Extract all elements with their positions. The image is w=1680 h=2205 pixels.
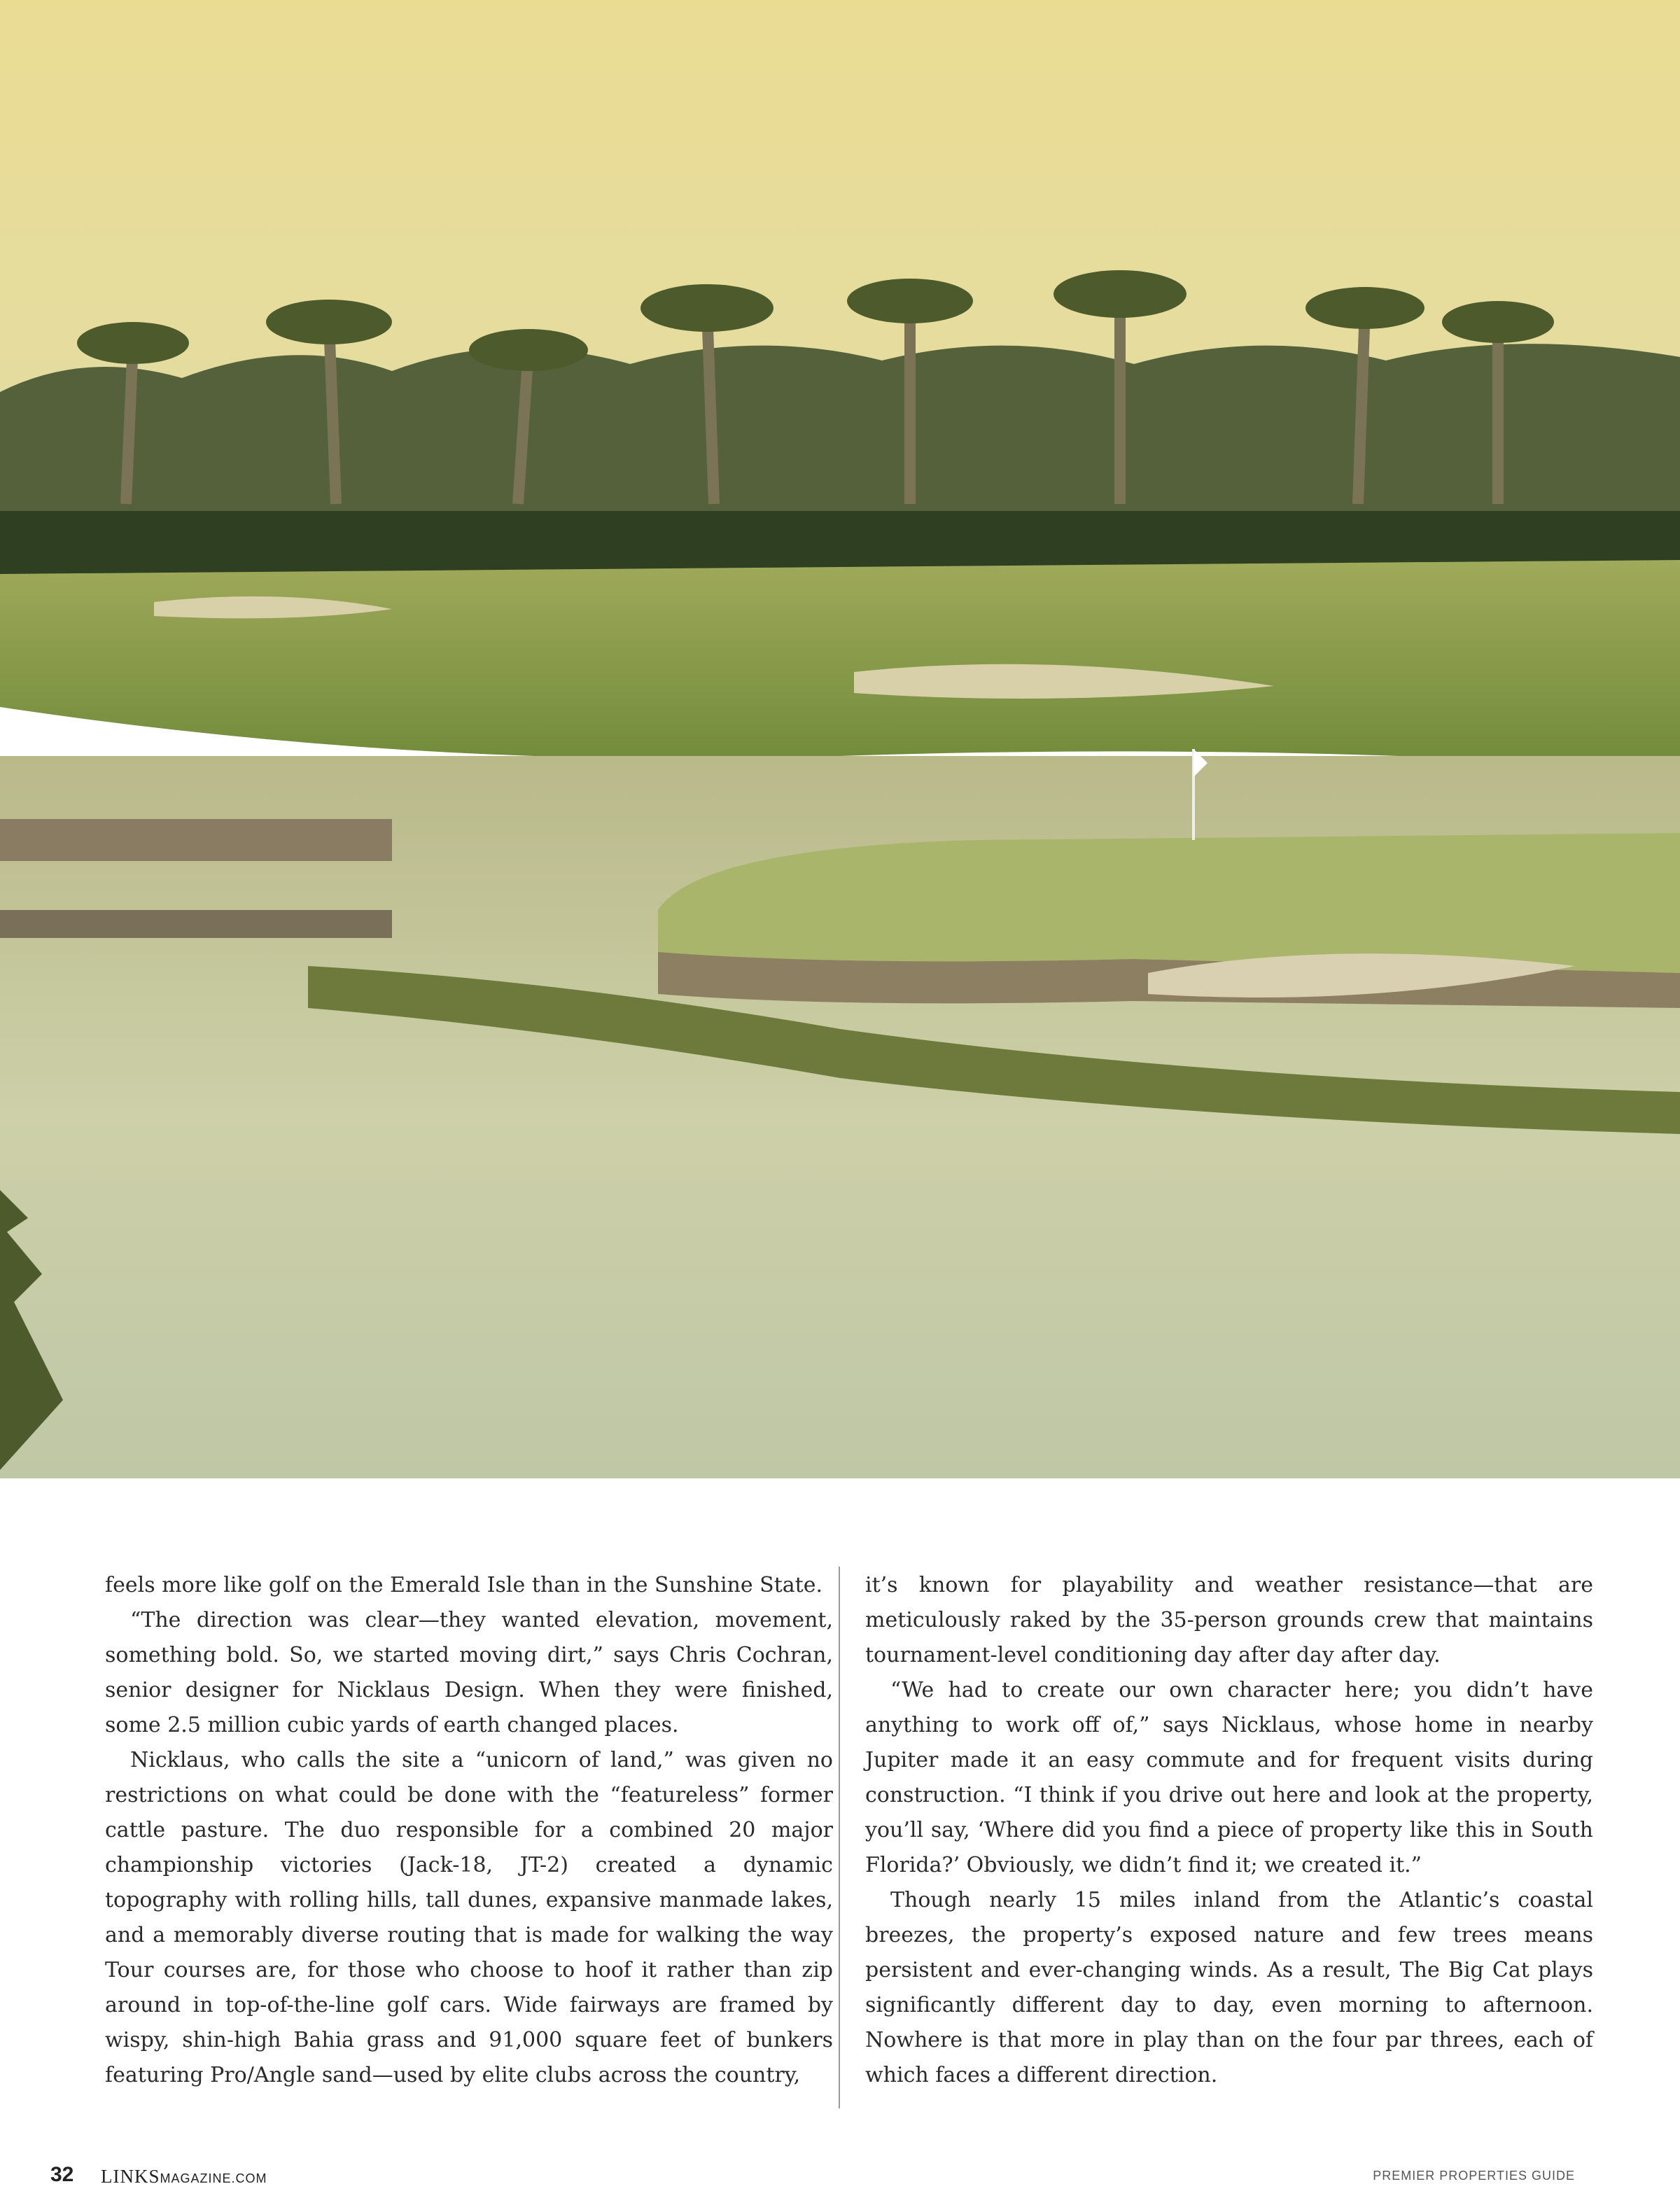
column-divider xyxy=(839,1567,840,2108)
paragraph: feels more like golf on the Emerald Isle than in the Sunshine State. xyxy=(105,1573,823,1597)
article-column-right xyxy=(865,1568,1593,2093)
paragraph: “The direction was clear—they wanted elevation, movement, something bold. So, we started moving dirt,” says Chris Cochran, senior designer for Nicklaus Design. When they were finished, some 2.5 million cubic yards of earth changed places. xyxy=(105,1608,833,1737)
article-column-left xyxy=(105,1568,833,2093)
publication-logo xyxy=(101,2166,267,2188)
paragraph: “We had to create our own character here; you didn’t have anything to work off of,” says Nicklaus, whose home in nearby Jupiter made it an easy commute and for frequent visits during construction. “I think if you drive out here and look at the property, you’ll say, ‘Where did you find a piece of property like this in South Florida?’ Obviously, we didn’t find it; we created it.” xyxy=(865,1678,1593,1877)
page-footer xyxy=(50,2163,1575,2191)
page-number: 32 xyxy=(50,2163,74,2186)
brand-name: LINKS xyxy=(101,2166,160,2187)
section-name: PREMIER PROPERTIES GUIDE xyxy=(1373,2169,1575,2183)
paragraph: it’s known for playability and weather resistance—that are meticulously raked by the 35-person grounds crew that maintains tournament-level conditioning day after day after day. xyxy=(865,1573,1593,1667)
paragraph: Nicklaus, who calls the site a “unicorn of land,” was given no restrictions on what could be done with the “featureless” former cattle pasture. The duo responsible for a combined 20 major championship victories (Jack-18, JT-2) created a dynamic topography with rolling hills, tall dunes, expansive manmade lakes, and a memorably diverse routing that is made for walking the way Tour courses are, for those who choose to hoof it rather than zip around in top-of-the-line golf cars. Wide fairways are framed by wispy, shin-high Bahia grass and 91,000 square feet of bunkers featuring Pro/Angle sand—used by elite clubs across the country, xyxy=(105,1748,833,2087)
brand-site: MAGAZINE.COM xyxy=(160,2171,267,2185)
paragraph: Though nearly 15 miles inland from the Atlantic’s coastal breezes, the property’s exposed nature and few trees means persistent and ever-changing winds. As a result, The Big Cat plays significantly different day to day, even morning to afternoon. Nowhere is that more in play than on the four par threes, each of which faces a different direction. xyxy=(865,1888,1593,2087)
